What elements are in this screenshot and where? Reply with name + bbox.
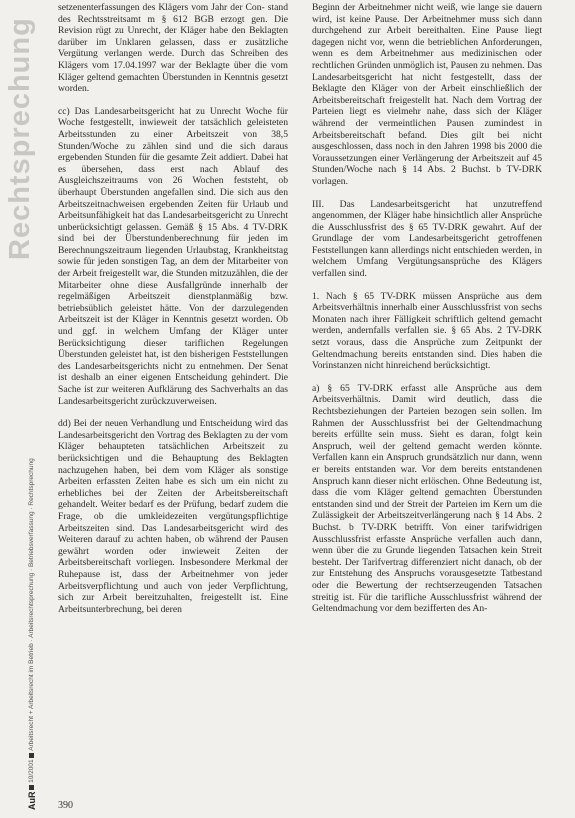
section-label: Rechtsprechung (4, 17, 36, 260)
paragraph: setzenenterfassungen des Klägers vom Jahr der Con- stand des Rechtsstreitsamt m § 612 BGB erzogt gen. Die Revision rügt zu Unrecht, der Kläger habe den Beklagten darüber im Unklaren gelassen, dass er zusätzliche Vergütung verlangen werde. Durch das Schreiben des Klägers vom 17.04.1997 war der Beklagte über die vom Kläger geltend gemachten Überstunden in Kenntnis gesetzt worden. (58, 2, 288, 95)
separator-square-icon (30, 753, 35, 758)
paragraph: a) § 65 TV-DRK erfasst alle Ansprüche aus dem Arbeitsverhältnis. Damit wird deutlich, dass die Rechtsbeziehungen der Parteien bezogen sein sollen. Im Rahmen der Ausschlussfrist bei der Geltendmachung bereits erfüllte sein muss. Sieht es daran, folgt kein Anspruch, weil der geltend gemacht werden könnte. Verfallen kann ein Anspruch grundsätzlich nur dann, wenn er bereits entstanden war. Vor dem bereits entstandenen Anspruch kann dieser nicht erlöschen. Ohne Bedeutung ist, dass die vom Kläger geltend gemachten Überstunden entstanden sind und der Streit der Parteien im Kern um die Zulässigkeit der Arbeitszeitverlängerung nach § 14 Abs. 2 Buchst. b TV-DRK betrifft. Von einer tarifwidrigen Ausschlussfrist erfasste Ansprüche verfallen auch dann, wenn über die zu Grunde liegenden Tatsachen kein Streit besteht. Der Tarifvertrag differenziert nicht danach, ob der zur Entstehung des Anspruchs vorausgesetzte Tatbestand oder die Bewertung der rechtserzeugenden Tatsachen streitig ist. Für die tarifliche Ausschlussfrist während der Geltendmachung vor dem bezifferten des An- (312, 382, 542, 615)
right-column (312, 2, 542, 702)
separator-square-icon (30, 785, 35, 790)
paragraph: Beginn der Arbeitnehmer nicht weiß, wie lange sie dauern wird, ist keine Pause. Der Arbeitnehmer muss sich dann durchgehend zur Arbeit bereithalten. Eine Pause liegt dagegen nicht vor, wenn die betrieblichen Anforderungen, wenn es dem Arbeitnehmer aus medizinischen oder rechtlichen Gründen unmöglich ist, Pausen zu nehmen. Das Landesarbeitsgericht hat nicht festgestellt, dass der Beklagte den Kläger von der Arbeit einschließlich der Arbeitsbereitschaft freigestellt hat. Nach dem Vortrag der Parteien liegt es vielmehr nahe, dass sich der Kläger während der vermeintlichen Pausen zumindest in Arbeitsbereitschaft befand. Dies gilt bei nicht ausgeschlossen, dass noch in den Jahren 1998 bis 2000 die Voraussetzungen einer Verlängerung der Arbeitszeit auf 45 Stunden/Woche nach § 14 Abs. 2 Buchst. b TV-DRK vorlagen. (312, 2, 542, 187)
paragraph: III. Das Landesarbeitsgericht hat unzutreffend angenommen, der Kläger habe hinsichtlich aller Ansprüche die Ausschlussfrist des § 65 TV-DRK gewahrt. Auf der Grundlage der vom Landesarbeitsgericht getroffenen Feststellungen kann allerdings nicht entschieden werden, in welchem Umfang Vergütungsansprüche des Klägers verfallen sind. (312, 198, 542, 280)
journal-subtitle: Arbeitsrecht + Arbeitsrecht im Betrieb · Arbeitsrechtsprechung · Betriebsverfassung · Rechtsprechung (28, 458, 35, 751)
journal-issue: 10/2001 (28, 759, 35, 783)
paragraph: dd) Bei der neuen Verhandlung und Entscheidung wird das Landesarbeitsgericht den Vortrag des Beklagten zu der vom Kläger behaupteten tatsächlichen Arbeitszeit zu berücksichtigen und die Behauptung des Beklagten nachzugehen haben, bei dem vom Kläger als sonstige Arbeiten erfassten Zeiten habe es sich um ein nicht zu erhebliches bei der Zeiten der Arbeitsbereitschaft gehandelt. Weiter bedarf es der Prüfung, bedarf zudem die Frage, ob die umkleidezeiten vergütungspflichtige Arbeitszeiten sind. Das Landesarbeitsgericht wird des Weiteren darauf zu achten haben, ob während der Pausen gewährt worden oder inwieweit Zeiten der Arbeitsbereitschaft vorliegen. Insbesondere Merkmal der Ruhepause ist, dass der Arbeitnehmer von jeder Arbeitsverpflichtung und auch von jeder Verpflichtung, sich zur Arbeit bereitzuhalten, freigestellt ist. Eine Arbeitsunterbrechung, bei deren (58, 418, 288, 615)
page-number: 390 (58, 800, 73, 811)
journal-logo: AuR (27, 791, 37, 810)
journal-meta-line (24, 458, 40, 810)
paragraph: 1. Nach § 65 TV-DRK müssen Ansprüche aus dem Arbeitsverhältnis innerhalb einer Ausschlussfrist von sechs Monaten nach ihrer Fälligkeit schriftlich geltend gemacht werden, andernfalls verfallen sie. § 65 Abs. 2 TV-DRK setzt voraus, dass die Ansprüche zum Zeitpunkt der Geltendmachung bereits entstanden sind. Dies haben die Vorinstanzen nicht hinreichend berücksichtigt. (312, 290, 542, 372)
paragraph: cc) Das Landesarbeitsgericht hat zu Unrecht Woche für Woche festgestellt, inwieweit der tatsächlich geleisteten Arbeitsstunden zu einer Arbeitszeit von 38,5 Stunden/Woche zu zählen sind und die sich daraus ergebenden Stunden für die gesamte Zeit addiert. Dabei hat es übersehen, dass erst nach Ablauf des Ausgleichszeitraums von 26 Wochen feststeht, ob überhaupt Überstunden angefallen sind. Die sich aus den Arbeitszeitnachweisen ergebenden Zeiten für Urlaub und Arbeitsunfähigkeit hat das Landesarbeitsgericht zu Unrecht unberücksichtigt gelassen. Gemäß § 15 Abs. 4 TV-DRK sind bei der Überstundenberechnung für jeden im Berechnungszeitraum liegenden Urlaubstag, Krankheitstag sowie für jeden sonstigen Tag, an dem der Mitarbeiter von der Arbeit freigestellt war, die Stunden mitzuzählen, die der Mitarbeiter ohne diese Ausfallgründe innerhalb der regelmäßigen Arbeitszeit dienstplanmäßig bzw. betriebsüblich geleistet hätte. Von der darzulegenden Arbeitszeit ist der Kläger in Kenntnis gesetzt worden. Ob und ggf. in welchem Umfang der Kläger unter Berücksichtigung dieser tariflichen Regelungen Überstunden geleistet hat, ist den bisherigen Feststellungen des Landesarbeitsgerichts nicht zu entnehmen. Der Senat ist deshalb an einer eigenen Entscheidung gehindert. Die Sache ist zur weiteren Aufklärung des Sachverhalts an das Landesarbeitsgericht zurückzuverweisen. (58, 105, 288, 407)
left-column (58, 2, 288, 797)
